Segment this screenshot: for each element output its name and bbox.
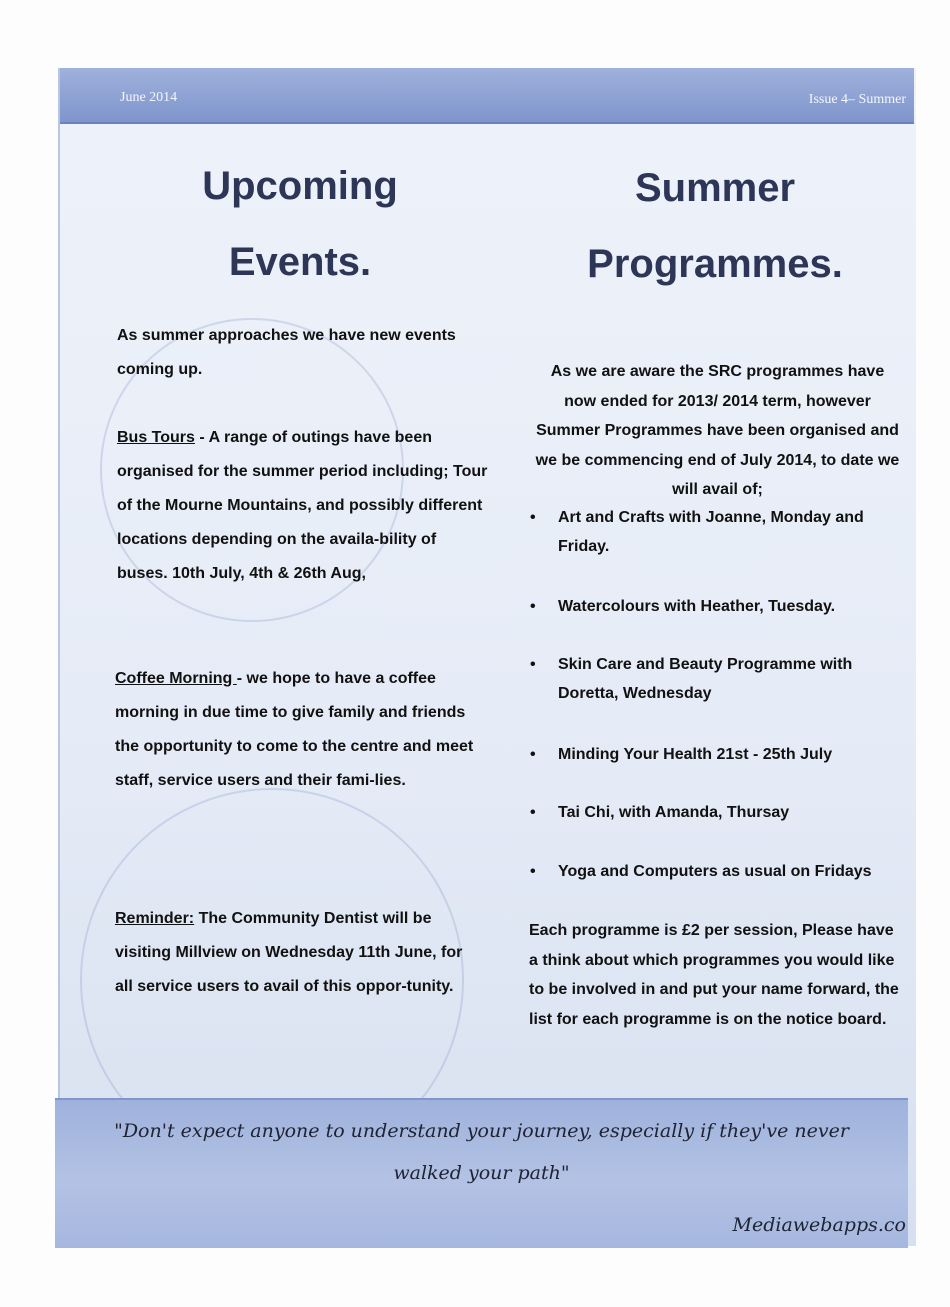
- reminder-section: [115, 902, 465, 1004]
- list-item: • Tai Chi, with Amanda, Thursay: [530, 798, 910, 827]
- bus-tours-paragraph: [117, 421, 489, 591]
- list-item: • Art and Crafts with Joanne, Monday and Friday.: [530, 503, 910, 561]
- heading-line: Upcoming: [202, 164, 398, 208]
- heading-line: Programmes.: [587, 242, 843, 286]
- reminder-title: Reminder:: [115, 910, 195, 927]
- events-intro: [117, 319, 489, 387]
- coffee-morning-paragraph: [115, 662, 485, 798]
- bus-tours-title: Bus Tours: [117, 429, 195, 446]
- intro-text: As we are aware the SRC programmes have now ended for 2013/ 2014 term, however Summer Programmes have been organised and we be commencing end of July 2014, to date we will avail of;: [535, 363, 900, 498]
- bus-tours-section: [117, 421, 489, 591]
- programmes-intro: [535, 357, 900, 505]
- summer-programmes-heading: [560, 168, 870, 284]
- bus-tours-text: - A range of outings have been organised for the summer period including; Tour of the Mourne Mountains, and possibly different locations depending on the availa-bility of buses. 10th July, 4th & 26th Aug,: [117, 429, 488, 582]
- list-item: • Yoga and Computers as usual on Fridays: [530, 857, 910, 886]
- footer-credit: Mediawebapps.co: [732, 1214, 906, 1236]
- list-item: • Skin Care and Beauty Programme with Doretta, Wednesday: [530, 650, 910, 708]
- issue-number: Issue 4– Summer: [808, 92, 906, 107]
- reminder-text: The Community Dentist will be visiting Millview on Wednesday 11th June, for all service users to avail of this oppor-tunity.: [115, 910, 463, 995]
- reminder-paragraph: [115, 902, 465, 1004]
- list-item: • Watercolours with Heather, Tuesday.: [530, 592, 910, 621]
- footer-quote: "Don't expect anyone to understand your journey, especially if they've never walked your path": [114, 1120, 849, 1184]
- list-item: • Minding Your Health 21st - 25th July: [530, 740, 910, 769]
- footer-bar: [55, 1098, 908, 1248]
- closing-text: Each programme is £2 per session, Please have a think about which programmes you would like to be involved in and put your name forward, the list for each programme is on the notice board.: [529, 922, 899, 1028]
- header-bar: [60, 68, 914, 124]
- programmes-closing: [529, 916, 899, 1034]
- coffee-morning-title: Coffee Morning: [115, 670, 237, 687]
- intro-text: As summer approaches we have new events coming up.: [117, 327, 456, 378]
- coffee-morning-section: [115, 662, 485, 798]
- issue-date: June 2014: [120, 90, 178, 105]
- heading-line: Summer: [634, 166, 796, 210]
- coffee-morning-text: - we hope to have a coffee morning in due time to give family and friends the opportunity to come to the centre and meet staff, service users and their fami-lies.: [115, 670, 474, 789]
- heading-line: Events.: [228, 240, 372, 284]
- upcoming-events-heading: [150, 166, 450, 282]
